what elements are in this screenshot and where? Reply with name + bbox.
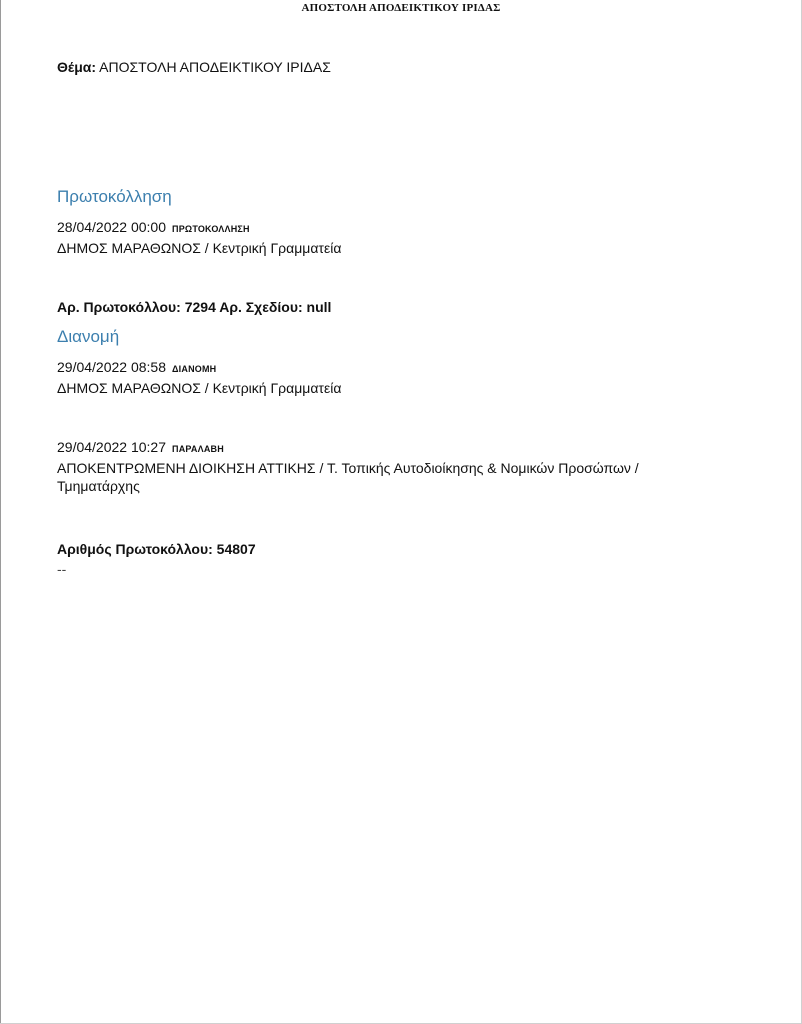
footer-separator: -- (57, 561, 67, 577)
page-left-edge (0, 0, 1, 1024)
footer-protocol-number-line: Αριθμός Πρωτοκόλλου: 54807 (57, 541, 256, 557)
distribution-entry-2-date-line (57, 438, 224, 458)
document-header-title: ΑΠΟΣΤΟΛΗ ΑΠΟΔΕΙΚΤΙΚΟΥ ΙΡΙΔΑΣ (301, 2, 501, 14)
protocol-section-heading: Πρωτοκόλληση (57, 187, 172, 206)
distribution-entry-1-datetime: 29/04/2022 08:58 (57, 359, 166, 375)
protocol-entry-date-line (57, 218, 250, 238)
subject-line (57, 58, 331, 76)
protocol-entry-organization: ΔΗΜΟΣ ΜΑΡΑΘΩΝΟΣ / Κεντρική Γραμματεία (57, 240, 342, 256)
distribution-section-heading: Διανομή (57, 327, 120, 346)
subject-label: Θέμα: (57, 59, 97, 75)
protocol-numbers-line: Αρ. Πρωτοκόλλου: 7294 Αρ. Σχεδίου: null (57, 299, 332, 315)
distribution-entry-2-organization: ΑΠΟΚΕΝΤΡΩΜΕΝΗ ΔΙΟΙΚΗΣΗ ΑΤΤΙΚΗΣ / Τ. Τοπικής Αυτοδιοίκησης & Νομικών Προσώπων / Τμηματάρχης (57, 460, 639, 494)
protocol-entry-action: ΠΡΩΤΟΚΟΛΛΗΣΗ (172, 224, 250, 234)
distribution-entry-2-action: ΠΑΡΑΛΑΒΗ (172, 444, 224, 454)
distribution-entry-1-organization: ΔΗΜΟΣ ΜΑΡΑΘΩΝΟΣ / Κεντρική Γραμματεία (57, 380, 342, 396)
distribution-entry-2-datetime: 29/04/2022 10:27 (57, 439, 166, 455)
protocol-entry-datetime: 28/04/2022 00:00 (57, 219, 166, 235)
distribution-entry-1-action: ΔΙΑΝΟΜΗ (172, 364, 217, 374)
distribution-entry-1-date-line (57, 358, 216, 378)
subject-value: ΑΠΟΣΤΟΛΗ ΑΠΟΔΕΙΚΤΙΚΟΥ ΙΡΙΔΑΣ (99, 59, 331, 75)
